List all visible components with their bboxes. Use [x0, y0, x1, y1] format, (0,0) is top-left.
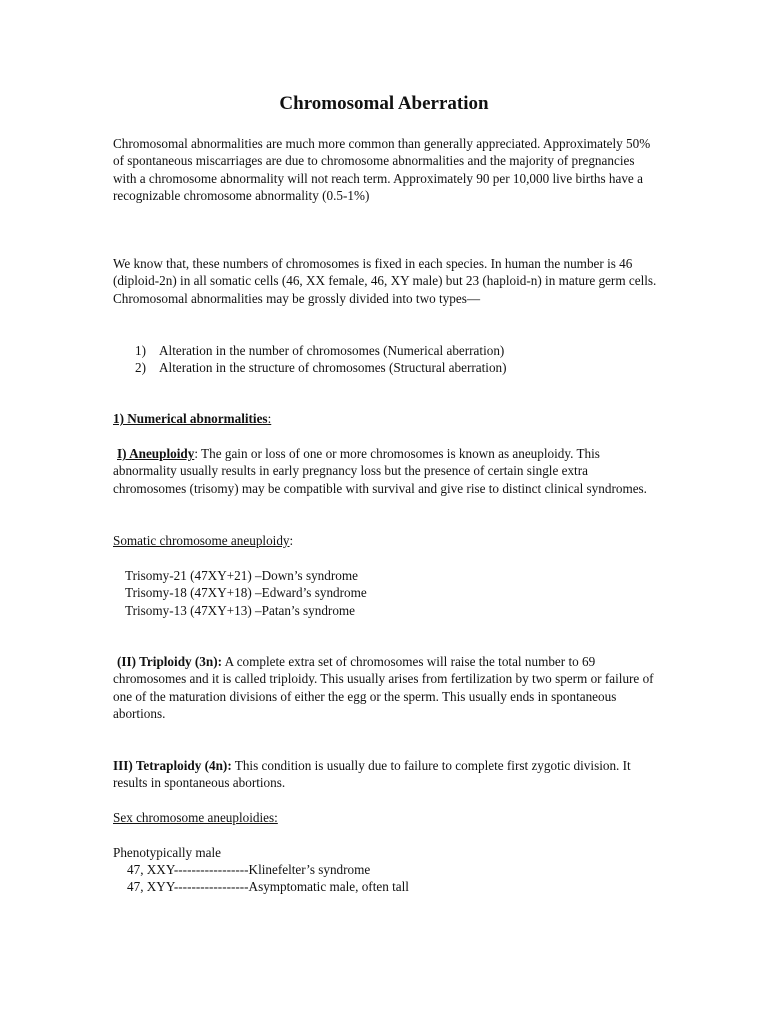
list-item: Trisomy-21 (47XY+21) –Down’s syndrome	[125, 568, 358, 583]
aberration-types-list	[135, 342, 507, 377]
tetraploidy-paragraph	[113, 757, 658, 792]
list-item	[135, 359, 507, 376]
sex-aneuploidy-list	[127, 861, 409, 896]
somatic-heading	[113, 532, 658, 549]
list-item: Trisomy-13 (47XY+13) –Patan’s syndrome	[125, 602, 356, 618]
list-text: Alteration in the number of chromosomes (Numerical aberration)	[159, 343, 505, 358]
somatic-heading-text: Somatic chromosome aneuploidy	[113, 533, 290, 548]
page-title: Chromosomal Aberration	[279, 93, 489, 114]
aneuploidy-paragraph	[113, 445, 658, 497]
numerical-heading-colon: :	[267, 411, 272, 426]
triploidy-paragraph	[113, 653, 658, 723]
numerical-heading-text: 1) Numerical abnormalities	[113, 411, 268, 426]
list-item	[135, 342, 507, 359]
aneuploidy-lead: I) Aneuploidy	[117, 446, 195, 461]
triploidy-text: A complete extra set of chromosomes will raise the total number to 69 chromosomes and it is called triploidy. This usually arises from fertilization by two sperm or failure of one of the maturation divisions of either the egg or the sperm. This usually ends in spontaneous abortions.	[113, 654, 654, 722]
sex-chromosome-heading	[113, 809, 658, 826]
phenotypically-male-label: Phenotypically male	[113, 845, 222, 860]
trisomy-list	[125, 567, 367, 619]
intro-paragraph: Chromosomal abnormalities are much more common than generally appreciated. Approximately 50% of spontaneous miscarriages are due to chromosome abnormalities and the majority of pregnancies with a chromosome abnormality will not reach term. Approximately 90 per 10,000 live births have a recognizable chromosome abnormality (0.5-1%)	[113, 136, 651, 204]
aneuploidy-colon: :	[194, 446, 198, 461]
somatic-heading-colon: :	[289, 533, 294, 548]
tetraploidy-text: This condition is usually due to failure to complete first zygotic division. It results in spontaneous abortions.	[113, 758, 631, 791]
numerical-heading	[113, 410, 658, 427]
list-number: 1)	[135, 343, 146, 358]
list-number: 2)	[135, 360, 146, 376]
aneuploidy-text: The gain or loss of one or more chromosomes is known as aneuploidy. This abnormality usually results in early pregnancy loss but the presence of certain single extra chromosomes (trisomy) may be compatible with survival and give rise to distinct clinical syndromes.	[113, 446, 647, 496]
tetraploidy-lead: III) Tetraploidy (4n):	[113, 758, 232, 773]
list-item: Trisomy-18 (47XY+18) –Edward’s syndrome	[125, 585, 367, 601]
list-item: 47, XYY-----------------Asymptomatic male, often tall	[127, 879, 409, 895]
list-text: Alteration in the structure of chromosomes (Structural aberration)	[159, 360, 507, 376]
triploidy-lead: (II) Triploidy (3n):	[117, 654, 223, 669]
sex-chromosome-heading-text: Sex chromosome aneuploidies:	[113, 810, 278, 825]
list-item: 47, XXY-----------------Klinefelter’s syndrome	[127, 862, 371, 877]
chromosome-number-paragraph: We know that, these numbers of chromosomes is fixed in each species. In human the number is 46 (diploid-2n) in all somatic cells (46, XX female, 46, XY male) but 23 (haploid-n) in mature germ cells. Chromosomal abnormalities may be grossly divided into two types—	[113, 256, 657, 306]
